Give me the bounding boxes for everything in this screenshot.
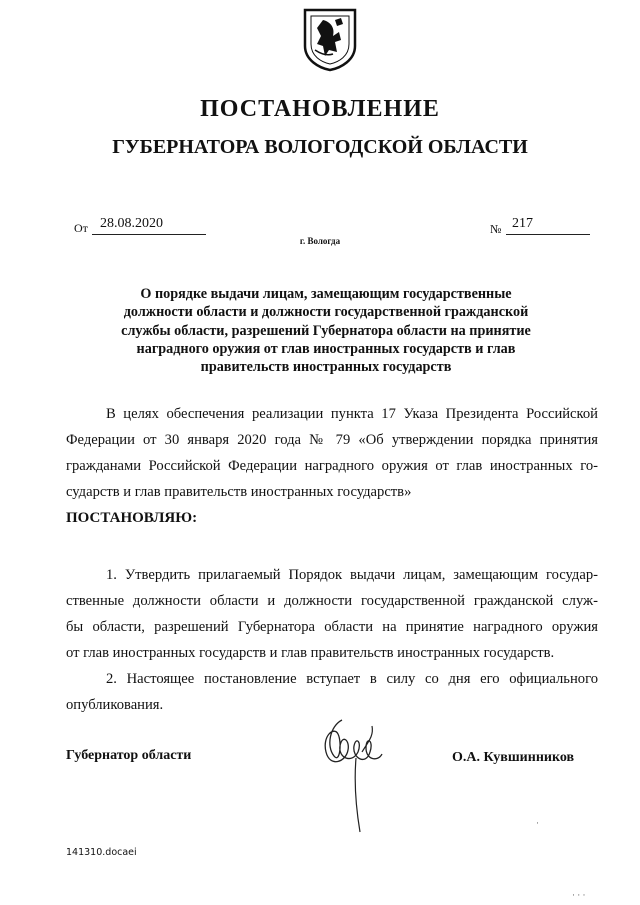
- paragraph-line: сударств и глав правительств иностранных государств»: [66, 484, 412, 500]
- document-title: ПОСТАНОВЛЕНИЕ: [200, 96, 440, 122]
- item-1-paragraph: [66, 562, 598, 666]
- signatory-name: О.А. Кувшинников: [452, 750, 575, 765]
- document-subtitle: ГУБЕРНАТОРА ВОЛОГОДСКОЙ ОБЛАСТИ: [112, 136, 528, 158]
- paragraph-line: ственные должности области и должности государственной гражданской служ-: [66, 593, 598, 609]
- subject-line: наградного оружия от глав иностранных государств и глав: [136, 340, 516, 357]
- date-value: 28.08.2020: [92, 216, 206, 235]
- number-label: №: [490, 222, 502, 236]
- item-2-paragraph: [66, 666, 598, 718]
- paragraph-line: Федерации от 30 января 2020 года № 79 «Об утверждении порядка принятия: [66, 432, 598, 448]
- coat-of-arms-icon: [301, 6, 359, 72]
- intro-paragraph: [66, 401, 598, 505]
- paragraph-line: 2. Настоящее постановление вступает в силу со дня его официального: [106, 671, 598, 687]
- subject-line: О порядке выдачи лицам, замещающим государственные: [140, 286, 512, 302]
- paragraph-line: опубликования.: [66, 697, 164, 713]
- handwritten-signature: [312, 712, 392, 836]
- number-value: 217: [506, 216, 590, 235]
- paragraph-line: В целях обеспечения реализации пункта 17 Указа Президента Российской: [106, 406, 598, 422]
- paragraph-line: бы области, разрешений Губернатора области на принятие наградного оружия: [66, 619, 598, 635]
- signatory-position: Губернатор области: [66, 748, 192, 763]
- subject-line: службы области, разрешений Губернатора области на принятие: [121, 322, 531, 339]
- paragraph-line: 1. Утвердить прилагаемый Порядок выдачи лицам, замещающим государ-: [106, 567, 598, 583]
- city-label: г. Вологда: [299, 236, 341, 246]
- page-mark: ·: [536, 818, 539, 828]
- subject-line: правительств иностранных государств: [200, 359, 452, 376]
- document-file-name: 141310.docaei: [66, 847, 137, 858]
- paragraph-line: гражданами Российской Федерации наградного оружия от глав иностранных го-: [66, 458, 598, 474]
- subject-line: должности области и должности государственной гражданской: [123, 304, 529, 321]
- subject-heading: [96, 285, 556, 376]
- decree-word: ПОСТАНОВЛЯЮ:: [66, 510, 198, 526]
- date-label: От: [74, 221, 88, 235]
- paragraph-line: от глав иностранных государств и глав правительств иностранных государств.: [66, 645, 555, 661]
- page-mark: · · ·: [572, 890, 586, 900]
